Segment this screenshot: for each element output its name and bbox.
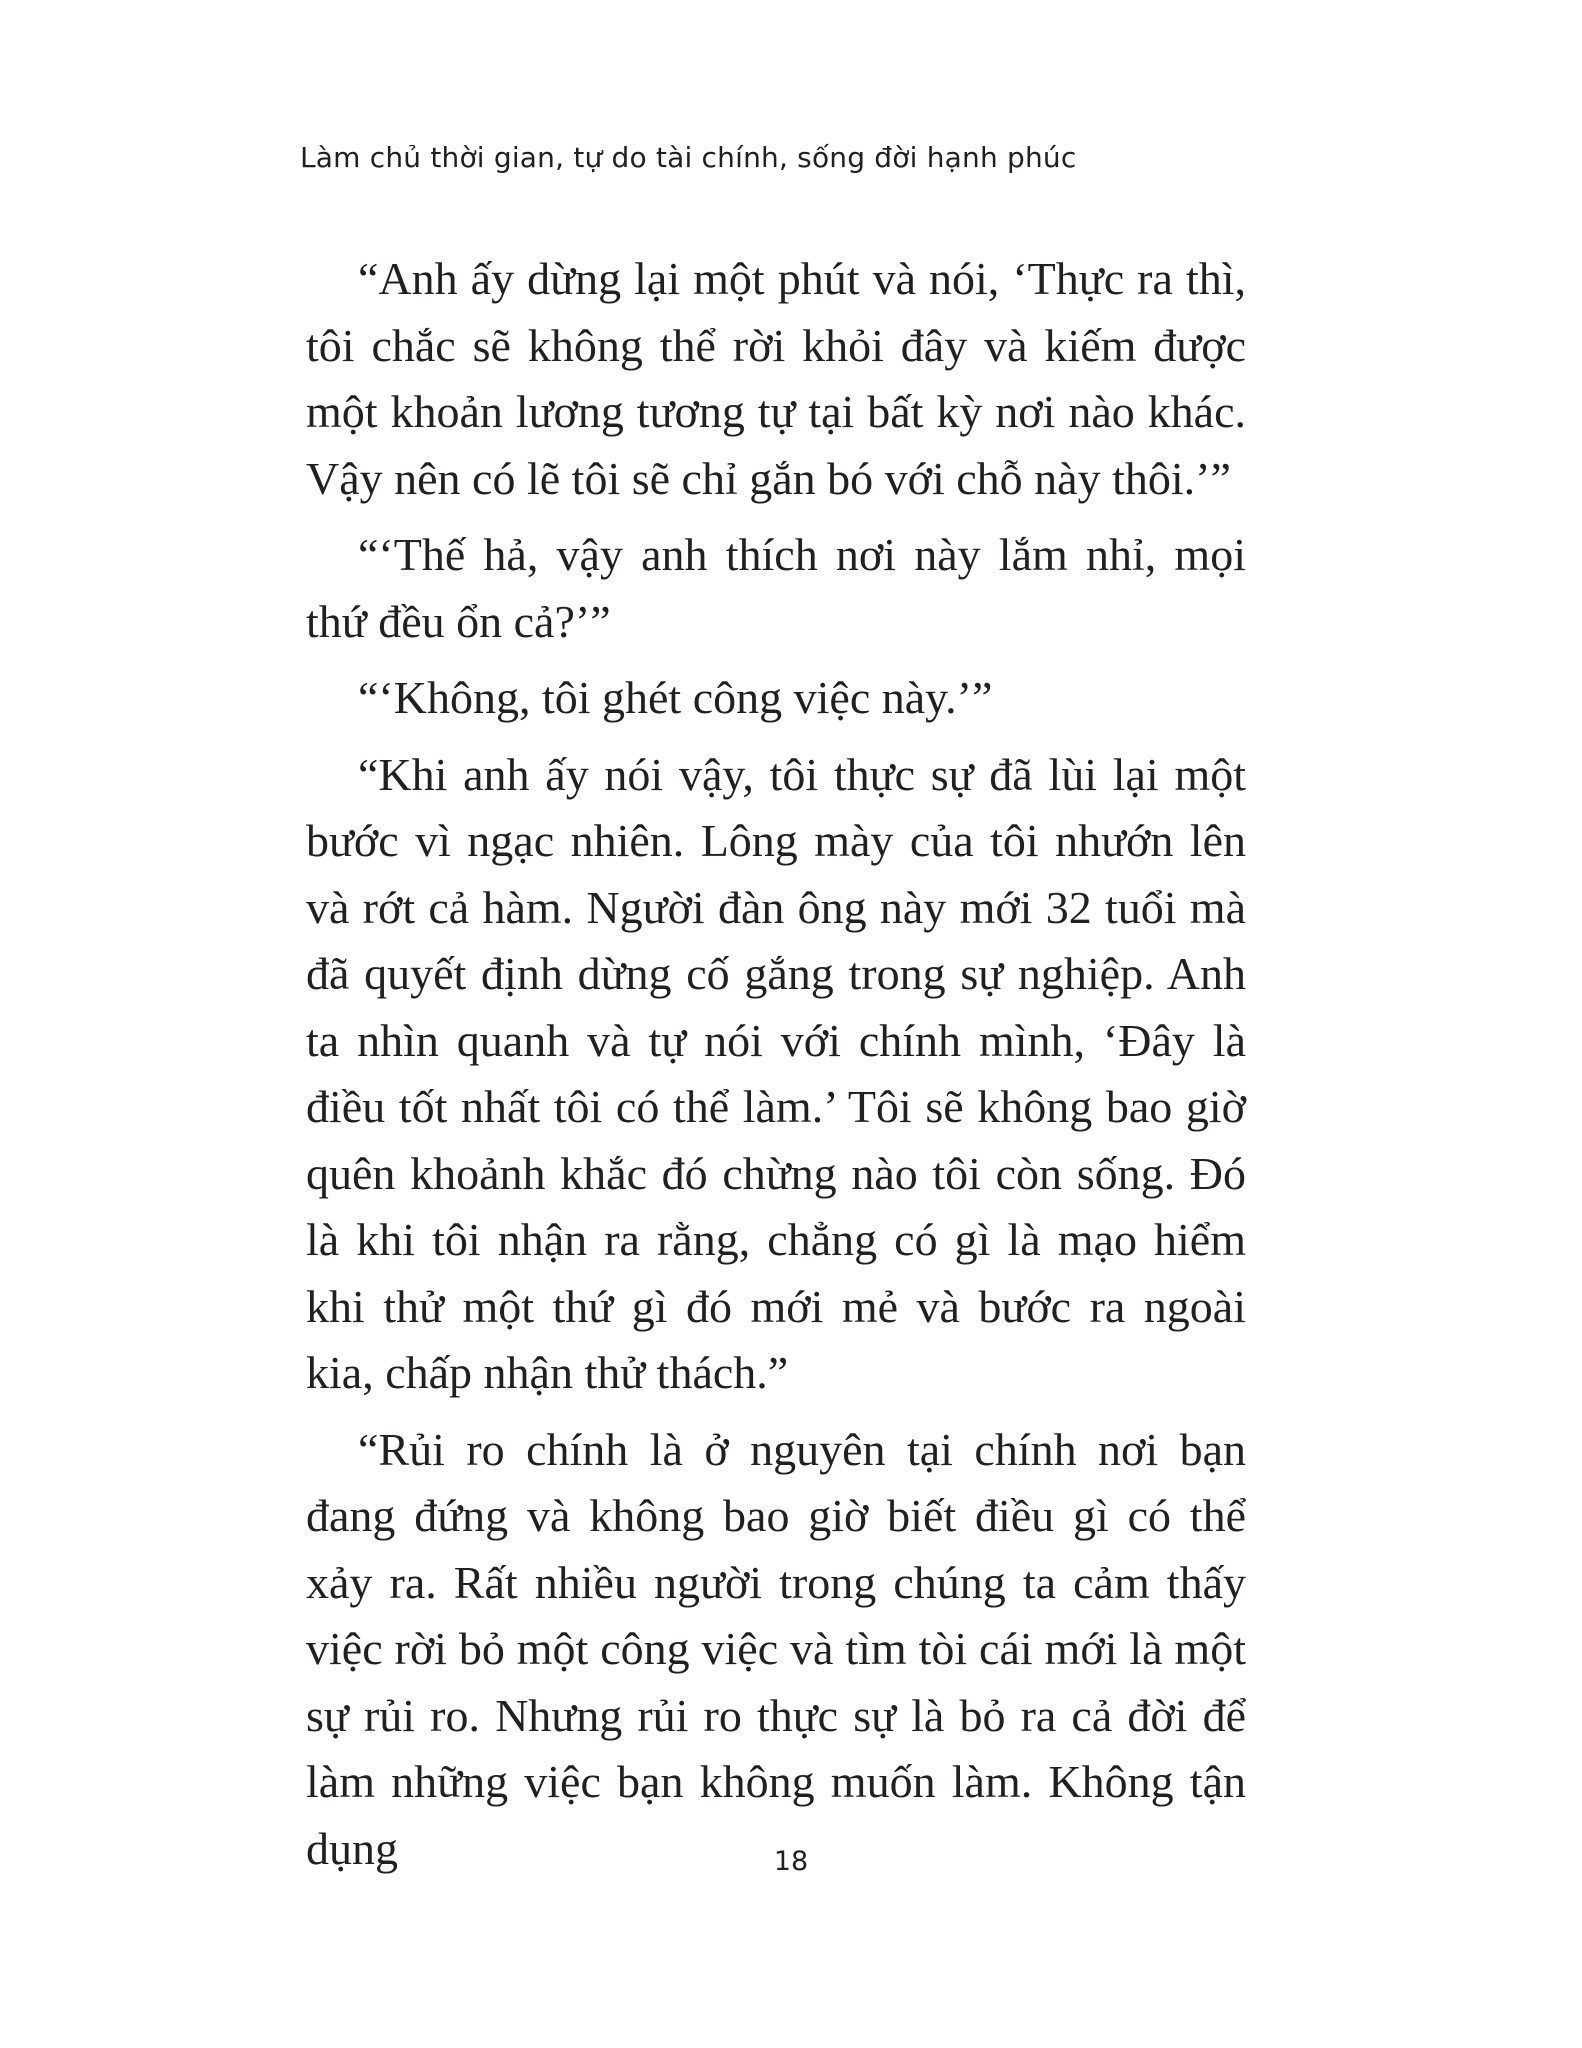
paragraph: “‘Thế hả, vậy anh thích nơi này lắm nhỉ, mọi thứ đều ổn cả?’” [306, 529, 1246, 647]
running-header: Làm chủ thời gian, tự do tài chính, sống đời hạnh phúc [300, 141, 1077, 174]
paragraph: “Anh ấy dừng lại một phút và nói, ‘Thực ra thì, tôi chắc sẽ không thể rời khỏi đây và kiếm được một khoản lương tương tự tại bất kỳ nơi nào khác. Vậy nên có lẽ tôi sẽ chỉ gắn bó với chỗ này thôi.’” [306, 253, 1246, 504]
paragraph: “Rủi ro chính là ở nguyên tại chính nơi bạn đang đứng và không bao giờ biết điều gì có thể xảy ra. Rất nhiều người trong chúng ta cảm thấy việc rời bỏ một công việc và tìm tòi cái mới là một sự rủi ro. Nhưng rủi ro thực sự là bỏ ra cả đời để làm những việc bạn không muốn làm. Không tận dụng [306, 1423, 1246, 1874]
paragraph: “Khi anh ấy nói vậy, tôi thực sự đã lùi lại một bước vì ngạc nhiên. Lông mày của tôi nhướn lên và rớt cả hàm. Người đàn ông này mới 32 tuổi mà đã quyết định dừng cố gắng trong sự nghiệp. Anh ta nhìn quanh và tự nói với chính mình, ‘Đây là điều tốt nhất tôi có thể làm.’ Tôi sẽ không bao giờ quên khoảnh khắc đó chừng nào tôi còn sống. Đó là khi tôi nhận ra rằng, chẳng có gì là mạo hiểm khi thử một thứ gì đó mới mẻ và bước ra ngoài kia, chấp nhận thử thách.” [306, 748, 1246, 1398]
body-text [306, 246, 1246, 1892]
paragraph: “‘Không, tôi ghét công việc này.’” [358, 672, 993, 723]
page-number: 18 [773, 1846, 809, 1877]
